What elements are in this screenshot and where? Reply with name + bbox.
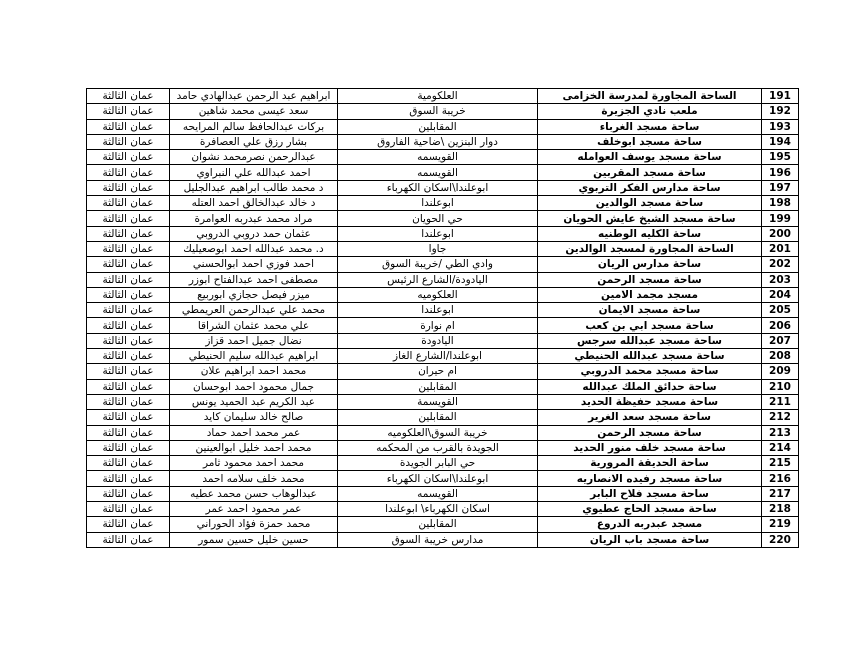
region-cell: عمان الثالثة [87,241,170,256]
region-cell: عمان الثالثة [87,425,170,440]
region-cell: عمان الثالثة [87,486,170,501]
area-cell: جاوا [338,241,538,256]
row-number-cell: 213 [762,425,799,440]
name-cell: عبدالوهاب حسن محمد عطيه [170,486,338,501]
region-cell: عمان الثالثة [87,287,170,302]
table-body [87,89,799,548]
row-number-cell: 202 [762,257,799,272]
table-row [87,196,799,211]
site-cell: ساحة مسجد حفيظة الحديد [538,394,762,409]
region-cell: عمان الثالثة [87,303,170,318]
row-number-cell: 194 [762,134,799,149]
row-number-cell: 217 [762,486,799,501]
name-cell: جمال محمود احمد ابوحسان [170,379,338,394]
site-cell: ساحة مسجد الحاج عطيوي [538,502,762,517]
area-cell: اليادودة/الشارع الرئيس [338,272,538,287]
area-cell: ام نوارة [338,318,538,333]
site-cell: ساحة مسجد المقربين [538,165,762,180]
site-cell: ساحة مسجد الغرباء [538,119,762,134]
site-cell: ساحة مسجد فلاح البابر [538,486,762,501]
name-cell: سعد عيسى محمد شاهين [170,104,338,119]
region-cell: عمان الثالثة [87,89,170,104]
table-row [87,502,799,517]
row-number-cell: 205 [762,303,799,318]
table-row [87,104,799,119]
site-cell: ساحة مسجد يوسف العوامله [538,150,762,165]
row-number-cell: 198 [762,196,799,211]
name-cell: عمر محمود احمد عمر [170,502,338,517]
site-cell: ساحة مسجد سعد الغرير [538,410,762,425]
region-cell: عمان الثالثة [87,440,170,455]
name-cell: عمر محمد احمد حماد [170,425,338,440]
row-number-cell: 212 [762,410,799,425]
site-cell: مسجد مجمد الامين [538,287,762,302]
table-row [87,150,799,165]
name-cell: د. محمد عبدالله احمد ابوصعيليك [170,241,338,256]
region-cell: عمان الثالثة [87,532,170,547]
site-cell: ساحة مسجد عبدالله سرجس [538,333,762,348]
row-number-cell: 200 [762,226,799,241]
row-number-cell: 196 [762,165,799,180]
region-cell: عمان الثالثة [87,349,170,364]
row-number-cell: 219 [762,517,799,532]
name-cell: بشار رزق علي العصافرة [170,134,338,149]
site-cell: ساحة مسجد عبدالله الحنيطي [538,349,762,364]
row-number-cell: 191 [762,89,799,104]
area-cell: وادي الطي /خريبة السوق [338,257,538,272]
area-cell: الجويدة بالقرب من المحكمه [338,440,538,455]
area-cell: دوار البنزين \ضاحية الفاروق [338,134,538,149]
region-cell: عمان الثالثة [87,364,170,379]
name-cell: نضال جميل احمد قزاز [170,333,338,348]
table-row [87,394,799,409]
area-cell: القويسمه [338,486,538,501]
table-row [87,119,799,134]
area-cell: ابوعلندا\اسكان الكهرباء [338,471,538,486]
region-cell: عمان الثالثة [87,150,170,165]
table-row [87,287,799,302]
area-cell: خريبة السوق\العلكوميه [338,425,538,440]
region-cell: عمان الثالثة [87,196,170,211]
name-cell: احمد عبدالله علي النبراوي [170,165,338,180]
site-cell: الساحة المجاورة لمسجد الوالدين [538,241,762,256]
region-cell: عمان الثالثة [87,211,170,226]
table-row [87,89,799,104]
site-cell: ساحة مدارس الفكر التربوي [538,180,762,195]
table-row [87,134,799,149]
area-cell: حي الحويان [338,211,538,226]
row-number-cell: 211 [762,394,799,409]
row-number-cell: 216 [762,471,799,486]
row-number-cell: 197 [762,180,799,195]
area-cell: المقابلين [338,410,538,425]
row-number-cell: 201 [762,241,799,256]
row-number-cell: 210 [762,379,799,394]
site-cell: ملعب نادي الجزيرة [538,104,762,119]
name-cell: حسين خليل حسين سمور [170,532,338,547]
site-cell: ساحة مسجد الايمان [538,303,762,318]
area-cell: خريبة السوق [338,104,538,119]
site-cell: ساحة مسجد ابي بن كعب [538,318,762,333]
region-cell: عمان الثالثة [87,226,170,241]
area-cell: ابوعلندا/الشارع الغاز [338,349,538,364]
name-cell: احمد فوزي احمد ابوالحسني [170,257,338,272]
area-cell: المقابلين [338,119,538,134]
row-number-cell: 203 [762,272,799,287]
region-cell: عمان الثالثة [87,410,170,425]
row-number-cell: 206 [762,318,799,333]
name-cell: مراد محمد عبدربه العوامرة [170,211,338,226]
site-cell: ساحة حدائق الملك عبدالله [538,379,762,394]
site-cell: ساحة مسجد الشيخ عايش الحويان [538,211,762,226]
row-number-cell: 220 [762,532,799,547]
area-cell: مدارس خريبة السوق [338,532,538,547]
table-row [87,456,799,471]
name-cell: د خالد عبدالخالق احمد العتله [170,196,338,211]
row-number-cell: 193 [762,119,799,134]
name-cell: بركات عبدالحافظ سالم المرايحه [170,119,338,134]
area-cell: ابوعلندا [338,196,538,211]
name-cell: عبد الكريم عبد الحميد يونس [170,394,338,409]
site-cell: ساحة الكليه الوطنيه [538,226,762,241]
table-row [87,379,799,394]
row-number-cell: 209 [762,364,799,379]
site-cell: ساحة مسجد الوالدين [538,196,762,211]
region-cell: عمان الثالثة [87,104,170,119]
area-cell: العلكوميه [338,287,538,302]
table-row [87,364,799,379]
area-cell: القويسمه [338,150,538,165]
table-row [87,410,799,425]
name-cell: علي محمد عثمان الشراقا [170,318,338,333]
table-row [87,272,799,287]
row-number-cell: 204 [762,287,799,302]
table-row [87,349,799,364]
region-cell: عمان الثالثة [87,394,170,409]
area-cell: القويسمة [338,394,538,409]
name-cell: ابراهيم عبد الرحمن عبدالهادي حامد [170,89,338,104]
area-cell: المقابلين [338,379,538,394]
name-cell: محمد علي عبدالرحمن العريمطي [170,303,338,318]
table-row [87,486,799,501]
region-cell: عمان الثالثة [87,471,170,486]
region-cell: عمان الثالثة [87,318,170,333]
row-number-cell: 199 [762,211,799,226]
site-cell: ساحة مسجد محمد الدروبي [538,364,762,379]
region-cell: عمان الثالثة [87,333,170,348]
row-number-cell: 208 [762,349,799,364]
region-cell: عمان الثالثة [87,119,170,134]
region-cell: عمان الثالثة [87,456,170,471]
table-row [87,241,799,256]
row-number-cell: 192 [762,104,799,119]
row-number-cell: 215 [762,456,799,471]
table-row [87,333,799,348]
area-cell: حي البابر الجويدة [338,456,538,471]
area-cell: اسكان الكهرباء\ ابوعلندا [338,502,538,517]
region-cell: عمان الثالثة [87,180,170,195]
name-cell: ابراهيم عبدالله سليم الحنيطي [170,349,338,364]
site-cell: ساحة الحديقة المرورية [538,456,762,471]
site-cell: ساحة مسجد خلف منور الحديد [538,440,762,455]
region-cell: عمان الثالثة [87,379,170,394]
table-row [87,257,799,272]
area-cell: ابوعلندا [338,303,538,318]
site-cell: ساحة مسجد رفيده الانصاريه [538,471,762,486]
site-cell: ساحة مسجد الرحمن [538,272,762,287]
name-cell: ميزر فيصل حجازي ابوربيع [170,287,338,302]
site-cell: مسجد عبدربه الدروع [538,517,762,532]
name-cell: محمد احمد محمود ثامر [170,456,338,471]
site-cell: ساحة مسجد الرحمن [538,425,762,440]
site-cell: ساحة مسجد باب الريان [538,532,762,547]
name-cell: محمد حمزة فؤاد الحوراني [170,517,338,532]
table-row [87,165,799,180]
row-number-cell: 207 [762,333,799,348]
table-row [87,425,799,440]
region-cell: عمان الثالثة [87,134,170,149]
name-cell: صالح خالد سليمان كايد [170,410,338,425]
area-cell: ام حيران [338,364,538,379]
region-cell: عمان الثالثة [87,517,170,532]
table-row [87,517,799,532]
table-row [87,318,799,333]
name-cell: عبدالرحمن نصرمحمد نشوان [170,150,338,165]
table-row [87,303,799,318]
table-row [87,471,799,486]
table-row [87,226,799,241]
area-cell: القويسمه [338,165,538,180]
table-row [87,180,799,195]
table-row [87,532,799,547]
name-cell: مصطفى احمد عبدالفتاح ابوزر [170,272,338,287]
name-cell: محمد خلف سلامه احمد [170,471,338,486]
row-number-cell: 195 [762,150,799,165]
region-cell: عمان الثالثة [87,272,170,287]
table-row [87,440,799,455]
area-cell: ابوعلندا\اسكان الكهرباء [338,180,538,195]
area-cell: ابوعلندا [338,226,538,241]
site-cell: ساحة مسجد ابوخلف [538,134,762,149]
row-number-cell: 218 [762,502,799,517]
name-cell: عثمان حمد دروبي الدروبي [170,226,338,241]
table-row [87,211,799,226]
assignment-table [86,88,799,548]
region-cell: عمان الثالثة [87,257,170,272]
region-cell: عمان الثالثة [87,165,170,180]
area-cell: العلكومية [338,89,538,104]
name-cell: د محمد طالب ابراهيم عبدالجليل [170,180,338,195]
row-number-cell: 214 [762,440,799,455]
name-cell: محمد احمد ابراهيم علان [170,364,338,379]
area-cell: المقابلين [338,517,538,532]
area-cell: اليادودة [338,333,538,348]
site-cell: الساحة المجاورة لمدرسة الخزامى [538,89,762,104]
name-cell: محمد احمد خليل ابوالعينين [170,440,338,455]
region-cell: عمان الثالثة [87,502,170,517]
site-cell: ساحة مدارس الريان [538,257,762,272]
